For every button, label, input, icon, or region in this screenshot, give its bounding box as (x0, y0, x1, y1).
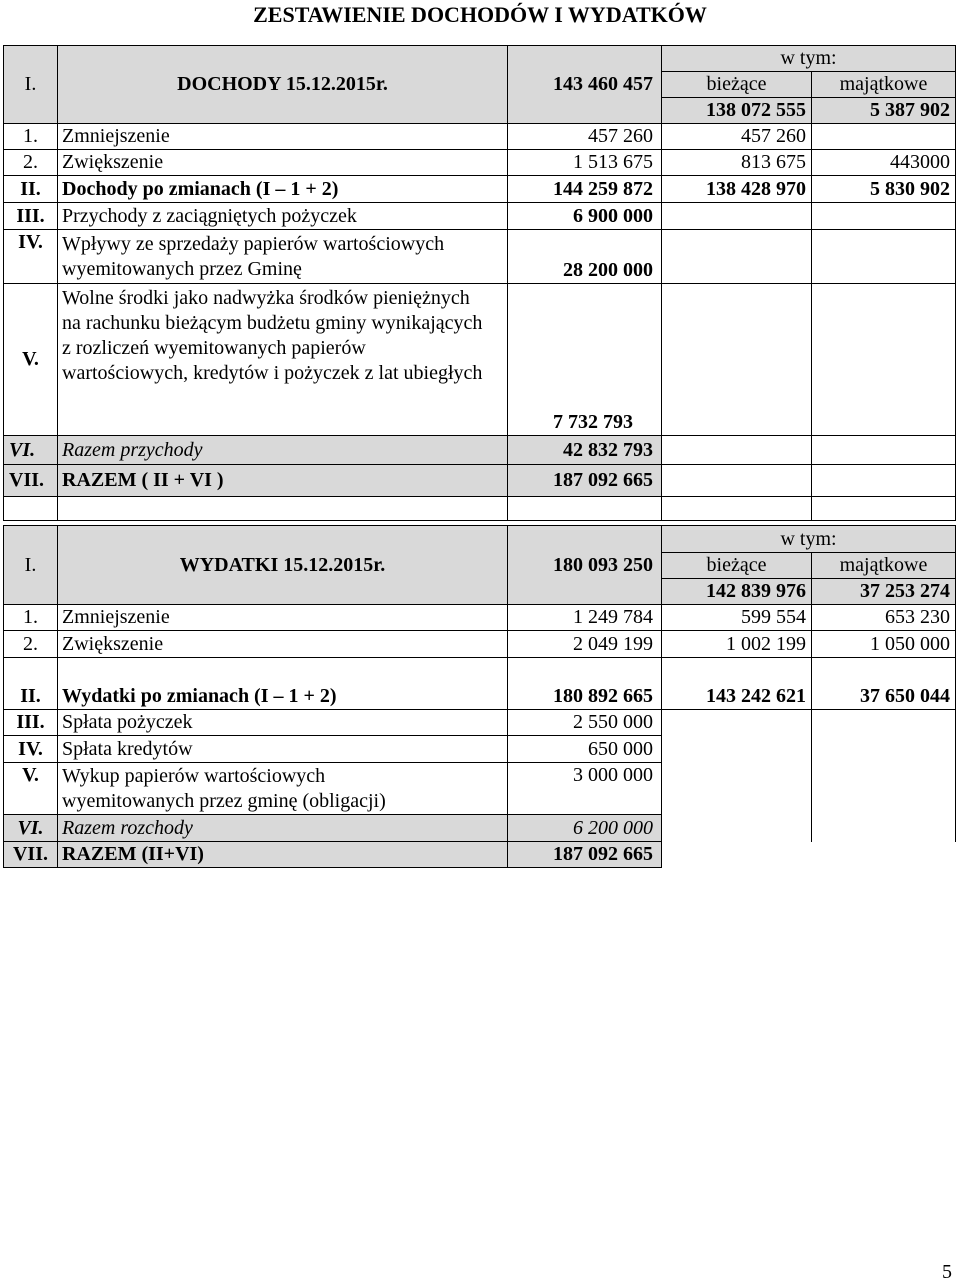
row-total: 6 900 000 (508, 203, 662, 230)
table-row (4, 284, 956, 436)
row-label: Spłata kredytów (58, 736, 508, 763)
row-number: VII. (4, 842, 58, 868)
row-number: II. (4, 658, 58, 710)
income-biezace-label: bieżące (662, 72, 812, 98)
row-biezace: 599 554 (662, 605, 812, 631)
income-header-total: 143 460 457 (508, 46, 662, 124)
row-label: Wpływy ze sprzedaży papierów wartościowych wyemitowanych przez Gminę (58, 230, 508, 284)
row-biezace: 457 260 (662, 124, 812, 150)
row-total: 187 092 665 (508, 465, 662, 497)
row-total: 650 000 (508, 736, 662, 763)
row-majatkowe: 37 650 044 (812, 658, 956, 710)
table-row (4, 605, 956, 631)
row-number: VII. (4, 465, 58, 497)
row-total: 457 260 (508, 124, 662, 150)
expense-biezace-label: bieżące (662, 553, 812, 579)
table-row (4, 763, 956, 815)
row-label: Zmniejszenie (58, 605, 508, 631)
table-row (4, 124, 956, 150)
row-biezace: 143 242 621 (662, 658, 812, 710)
income-table (3, 45, 956, 521)
row-total: 2 550 000 (508, 710, 662, 736)
income-majatkowe-value: 5 387 902 (812, 98, 956, 124)
row-total: 187 092 665 (508, 842, 662, 868)
table-row (4, 736, 956, 763)
row-label: Zwiększenie (58, 631, 508, 658)
row-biezace: 1 002 199 (662, 631, 812, 658)
row-total: 180 892 665 (508, 658, 662, 710)
table-row (4, 436, 956, 465)
income-header-label: DOCHODY 15.12.2015r. (58, 46, 508, 124)
row-number: III. (4, 710, 58, 736)
row-number: V. (4, 763, 58, 815)
row-label: Zwiększenie (58, 150, 508, 176)
expense-majatkowe-value: 37 253 274 (812, 579, 956, 605)
row-majatkowe: 443000 (812, 150, 956, 176)
row-total: 42 832 793 (508, 436, 662, 465)
row-label: Razem przychody (58, 436, 508, 465)
income-majatkowe-label: majątkowe (812, 72, 956, 98)
row-label: Wydatki po zmianach (I – 1 + 2) (58, 658, 508, 710)
row-label: Wykup papierów wartościowych wyemitowanych przez gminę (obligacji) (58, 763, 508, 815)
row-total: 7 732 793 (508, 284, 662, 436)
row-biezace: 813 675 (662, 150, 812, 176)
table-row (4, 710, 956, 736)
row-number: 2. (4, 631, 58, 658)
table-row (4, 465, 956, 497)
expense-w-tym: w tym: (662, 526, 956, 553)
row-biezace: 138 428 970 (662, 176, 812, 203)
income-header-roman: I. (4, 46, 58, 124)
row-number: IV. (4, 230, 58, 284)
row-number: II. (4, 176, 58, 203)
row-number: 2. (4, 150, 58, 176)
income-w-tym: w tym: (662, 46, 956, 72)
row-number: V. (4, 284, 58, 436)
row-total: 1 249 784 (508, 605, 662, 631)
row-number: VI. (4, 436, 58, 465)
table-row (4, 150, 956, 176)
expense-header-label: WYDATKI 15.12.2015r. (58, 526, 508, 605)
row-majatkowe (812, 124, 956, 150)
row-label: RAZEM ( II + VI ) (58, 465, 508, 497)
row-total: 3 000 000 (508, 763, 662, 815)
expense-biezace-value: 142 839 976 (662, 579, 812, 605)
row-label: Spłata pożyczek (58, 710, 508, 736)
row-majatkowe: 5 830 902 (812, 176, 956, 203)
row-number: 1. (4, 605, 58, 631)
document-title: ZESTAWIENIE DOCHODÓW I WYDATKÓW (253, 2, 707, 27)
table-row (4, 658, 956, 710)
row-number: IV. (4, 736, 58, 763)
expense-header-roman: I. (4, 526, 58, 605)
row-number: III. (4, 203, 58, 230)
row-majatkowe: 1 050 000 (812, 631, 956, 658)
row-total: 1 513 675 (508, 150, 662, 176)
page-number: 5 (942, 1261, 952, 1283)
table-row (4, 815, 956, 842)
row-total: 6 200 000 (508, 815, 662, 842)
row-number: 1. (4, 124, 58, 150)
expense-header-total: 180 093 250 (508, 526, 662, 605)
table-row (4, 230, 956, 284)
table-row (4, 842, 956, 868)
expense-majatkowe-label: majątkowe (812, 553, 956, 579)
row-total: 144 259 872 (508, 176, 662, 203)
row-label: Zmniejszenie (58, 124, 508, 150)
expense-table (3, 525, 956, 868)
table-row (4, 631, 956, 658)
row-label: Dochody po zmianach (I – 1 + 2) (58, 176, 508, 203)
row-label: Razem rozchody (58, 815, 508, 842)
row-label: Wolne środki jako nadwyżka środków pieniężnych na rachunku bieżącym budżetu gminy wynikających z rozliczeń wyemitowanych papierów wartościowych, kredytów i pożyczek z lat ubiegłych (58, 284, 508, 436)
row-total: 2 049 199 (508, 631, 662, 658)
row-number: VI. (4, 815, 58, 842)
row-label: Przychody z zaciągniętych pożyczek (58, 203, 508, 230)
row-total: 28 200 000 (508, 230, 662, 284)
income-biezace-value: 138 072 555 (662, 98, 812, 124)
row-majatkowe: 653 230 (812, 605, 956, 631)
table-row (4, 203, 956, 230)
table-row (4, 176, 956, 203)
row-label: RAZEM (II+VI) (58, 842, 508, 868)
